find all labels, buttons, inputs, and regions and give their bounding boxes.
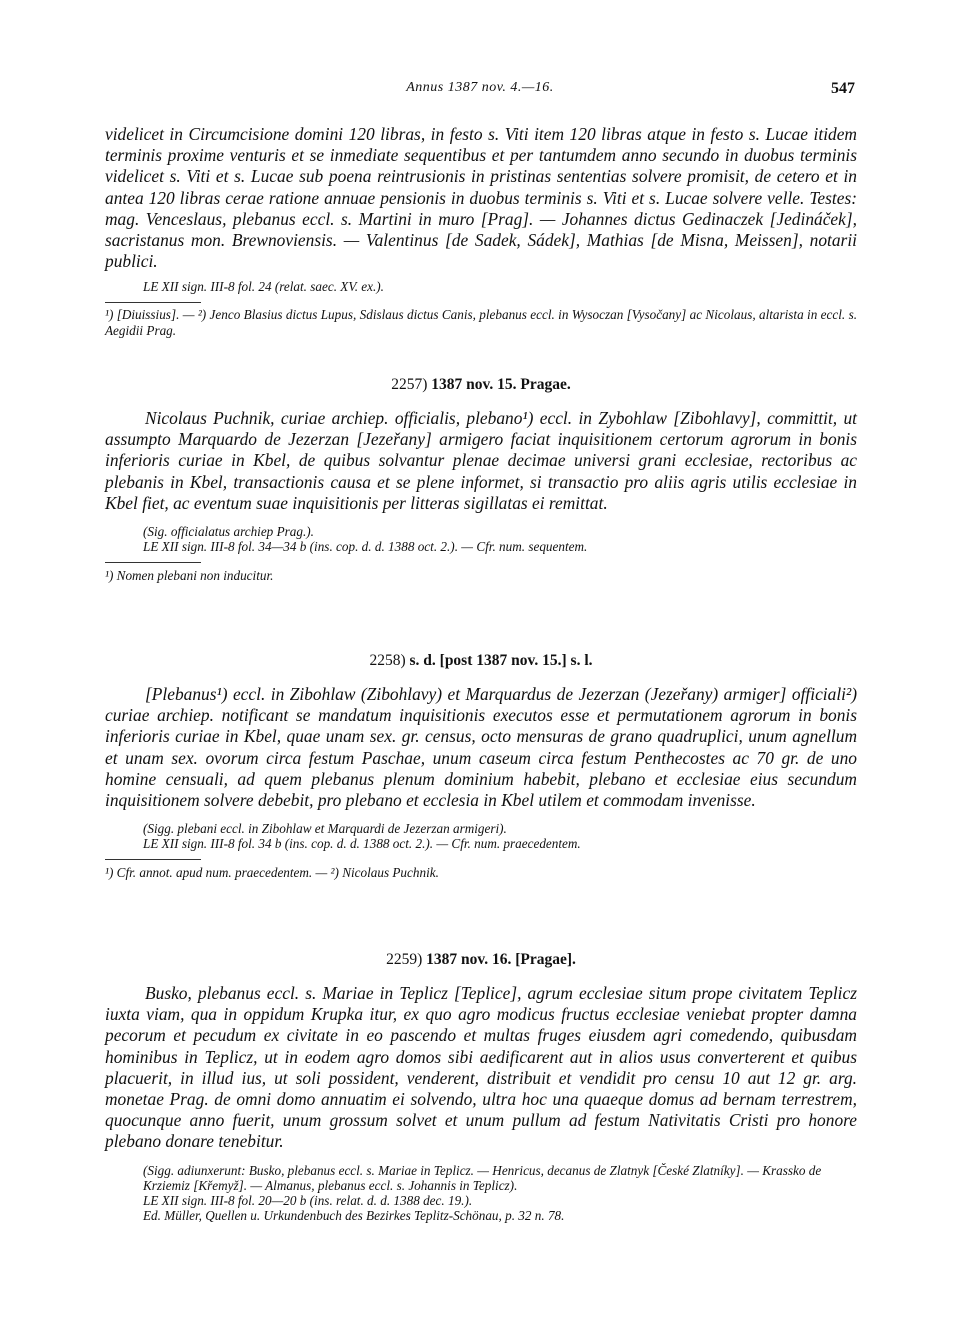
footnote-rule	[105, 562, 201, 563]
entry-text: Nicolaus Puchnik, curiae archiep. officialis, plebano¹) eccl. in Zybohlaw [Zibohlavy], committit, ut assumpto Marquardo de Jezerzan [Jezeřany] armigero faciat inquisitionem certorum agrorum in bonis inferioris curiae in Kbel, de quibus solvantur plenae decimae universi grani ecclesiae, rectoribus ac plebanis in Kbel, transactionis causa et se plene informet, si transactio pro aliis agris utilis ecclesiae in Kbel fiet, ac eventum suae inquisitionis per litteras sigillatas ei remittat.	[105, 408, 857, 513]
intro-source: LE XII sign. III-8 fol. 24 (relat. saec. XV. ex.).	[143, 279, 384, 295]
entry-heading	[105, 951, 857, 969]
entry-2257	[105, 376, 857, 584]
entry-source-ms: LE XII sign. III-8 fol. 34—34 b (ins. cop. d. d. 1388 oct. 2.). — Cfr. num. sequentem.	[143, 539, 588, 555]
entry-source-seal: (Sigg. plebani eccl. in Zibohlaw et Marquardi de Jezerzan armigeri).	[143, 821, 507, 837]
entry-number: 2259)	[386, 951, 423, 968]
page-number: 547	[831, 80, 855, 97]
entry-source-seal: (Sig. officialatus archiep Prag.).	[143, 524, 314, 540]
entry-source-ms: LE XII sign. III-8 fol. 34 b (ins. cop. d. d. 1388 oct. 2.). — Cfr. num. praecedentem.	[143, 836, 581, 852]
entry-source-ms: LE XII sign. III-8 fol. 20—20 b (ins. relat. d. d. 1388 dec. 19.).	[143, 1192, 473, 1208]
entry-footnote: ¹) Cfr. annot. apud num. praecedentem. — ²) Nicolaus Puchnik.	[105, 865, 439, 881]
entry-footnote: ¹) Nomen plebani non inducitur.	[105, 568, 274, 584]
entry-number: 2257)	[391, 376, 428, 393]
intro-footnote: ¹) [Diuissius]. — ²) Jenco Blasius dictus Lupus, Sdislaus dictus Canis, plebanus eccl. in Wysoczan [Vysočany] ac Nicolaus, altarista in eccl. s. Aegidii Prag.	[105, 307, 857, 339]
running-head: Annus 1387 nov. 4.—16.	[406, 80, 554, 95]
entry-date: 1387 nov. 16. [Pragae].	[426, 951, 576, 968]
entry-text: Busko, plebanus eccl. s. Mariae in Teplicz [Teplice], agrum ecclesiae situm prope civitatem Teplicz iuxta viam, qua in oppidum Krupka itur, ex quo agro modicus fructus ecclesiae veniebat propter damna pecorum et pecudum ex civitate in eo pascendo et multas fruges eiusdem agri comedendo, quibusdam hominibus in Teplicz, ut in eodem agro domos sibi aedificarent aut in alios usus converterent et quibus placuerit, in illud ius, ut soli possident, venderent, distribuit et vendidit pro censu 10 aut 12 gr. arg. monetae Prag. de omni domo annuatim ei solvendo, ultra hoc una quaeque domus ad bernam terrestrem, quocunque anno fuerit, unum grossum solvet et unum pullum ad festum Nativitatis Cristi pro honore plebano donare tenebitur.	[105, 983, 857, 1152]
entry-heading	[105, 652, 857, 670]
entry-date: 1387 nov. 15. Pragae.	[431, 376, 571, 393]
entry-text: [Plebanus¹) eccl. in Zibohlaw (Zibohlavy) et Marquardus de Jezerzan (Jezeřany) armiger] officiali²) curiae archiep. notificant se mandatum inquisitionis executos esse et permutationem agrorum in bonis inferioris curiae in Kbel, quae unam sex. gr. census, octo mensuras de grano quadruplici, unum agnellum et unam sex. ovorum circa festum Paschae, unum caseum circa festum Penthecostes ac 70 gr. de uno homine censuali, ad quem plebanus plenum dominium habebit, plebano et ecclesiae eius secundum inquisitionem solvere debebit, pro plebano et ecclesia in Kbel utilem et commodam invenisse.	[105, 684, 857, 811]
entry-2259	[105, 951, 857, 1223]
entry-heading	[105, 376, 857, 394]
entry-date: s. d. [post 1387 nov. 15.] s. l.	[409, 652, 593, 669]
footnote-rule	[105, 859, 201, 860]
intro-paragraph: videlicet in Circumcisione domini 120 libras, in festo s. Viti item 120 libras atque in festo s. Lucae itidem terminis proxime venturis et se inmediate sequentibus et per tantumdem anno secundo in duobus terminis videlicet s. Viti et s. Lucae sub poena reintrusionis in pristinas sententias solvere promisit, de cetero et in antea 120 libras cerae ratione annuae pensionis in duobus terminis s. Viti et s. Lucae solvere velle. Testes: mag. Venceslaus, plebanus eccl. s. Martini in muro [Prag]. — Johannes dictus Gedinaczek [Jedináček], sacristanus mon. Brewnoviensis. — Valentinus [de Sadek, Sádek], Mathias [de Misna, Meissen], notarii publici.	[105, 124, 857, 272]
entry-number: 2258)	[369, 652, 406, 669]
entry-2258	[105, 652, 857, 881]
footnote-rule	[105, 302, 201, 303]
page-header	[105, 80, 855, 102]
intro-block	[105, 124, 857, 339]
entry-source-seal: (Sigg. adiunxerunt: Busko, plebanus eccl. s. Mariae in Teplicz. — Henricus, decanus de Zlatnyk [České Zlatníky]. — Krassko de Krziemiz [Křemyž]. — Almanus, plebanus eccl. s. Johannis in Teplicz).	[143, 1162, 822, 1193]
entry-source-edition: Ed. Müller, Quellen u. Urkundenbuch des Bezirkes Teplitz-Schönau, p. 32 n. 78.	[143, 1207, 565, 1223]
